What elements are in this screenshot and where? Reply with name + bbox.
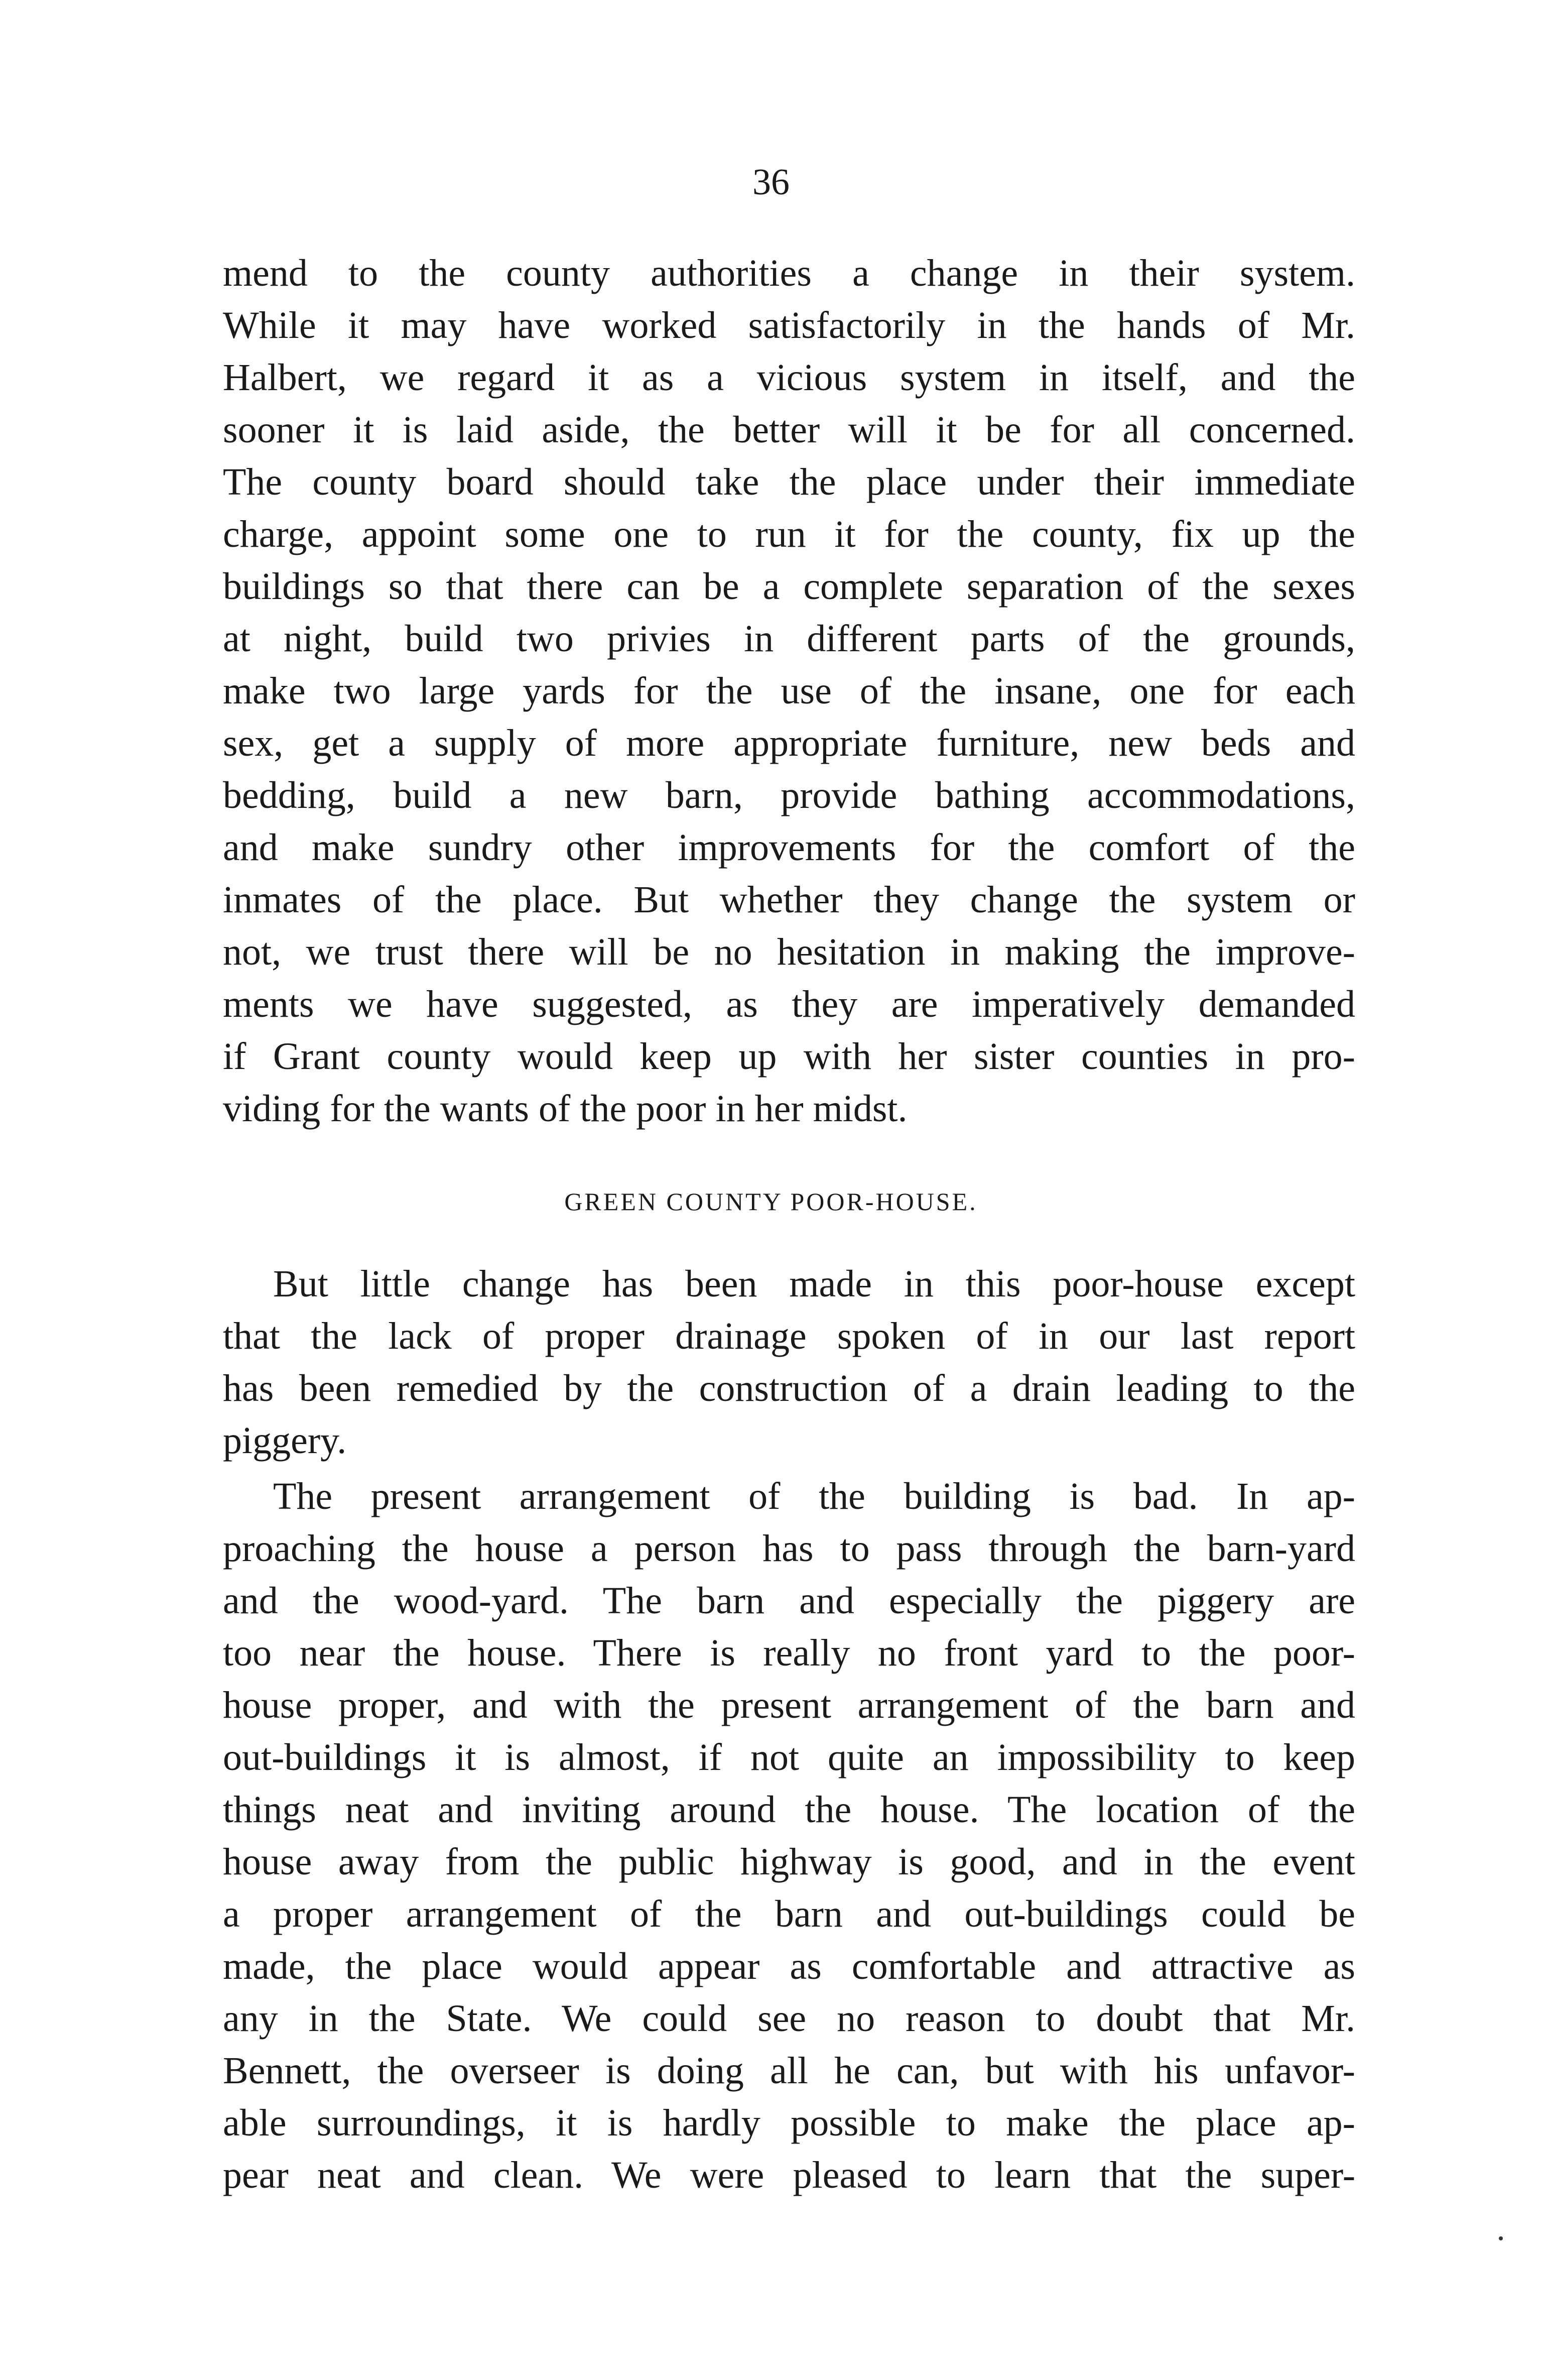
text-line: inmates of the place. But whether they change the system or xyxy=(223,879,1355,921)
paragraph-continued xyxy=(223,247,1355,1135)
text-line: made, the place would appear as comfortable and attractive as xyxy=(223,1945,1355,1987)
text-line: Halbert, we regard it as a vicious system in itself, and the xyxy=(223,356,1355,399)
text-line: piggery. xyxy=(223,1419,347,1462)
text-line: out-buildings it is almost, if not quite an impossibility to keep xyxy=(223,1736,1355,1778)
text-line: The present arrangement of the building is bad. In ap- xyxy=(273,1475,1355,1517)
paragraph-drainage xyxy=(223,1258,1355,1467)
ink-speck xyxy=(1499,2236,1503,2240)
text-line: sooner it is laid aside, the better will it be for all concerned. xyxy=(223,409,1355,451)
text-line: has been remedied by the construction of a drain leading to the xyxy=(223,1367,1355,1409)
text-line: and the wood-yard. The barn and especially the piggery are xyxy=(223,1580,1355,1622)
text-line: proaching the house a person has to pass through the barn-yard xyxy=(223,1527,1355,1570)
text-line: sex, get a supply of more appropriate furniture, new beds and xyxy=(223,722,1355,764)
text-line: make two large yards for the use of the insane, one for each xyxy=(223,670,1355,712)
text-line: not, we trust there will be no hesitation in making the improve- xyxy=(223,931,1355,973)
text-line: The county board should take the place under their immediate xyxy=(223,461,1355,503)
text-line: house proper, and with the present arrangement of the barn and xyxy=(223,1684,1355,1726)
text-line: But little change has been made in this poor-house except xyxy=(273,1263,1355,1305)
text-line: things neat and inviting around the house. The location of the xyxy=(223,1789,1355,1831)
text-line: if Grant county would keep up with her sister counties in pro- xyxy=(223,1035,1355,1078)
text-line: While it may have worked satisfactorily in the hands of Mr. xyxy=(223,304,1355,346)
text-line: Bennett, the overseer is doing all he can, but with his unfavor- xyxy=(223,2050,1355,2092)
paragraph-arrangement xyxy=(223,1470,1355,2201)
text-line: bedding, build a new barn, provide bathing accommodations, xyxy=(223,774,1355,816)
text-line: buildings so that there can be a complete separation of the sexes xyxy=(223,565,1355,608)
text-line: able surroundings, it is hardly possible to make the place ap- xyxy=(223,2102,1355,2144)
text-line: a proper arrangement of the barn and out-buildings could be xyxy=(223,1893,1355,1935)
page-number: 36 xyxy=(752,162,790,203)
section-heading: GREEN COUNTY POOR-HOUSE. xyxy=(564,1187,978,1216)
text-line: at night, build two privies in different parts of the grounds, xyxy=(223,618,1355,660)
text-line: ments we have suggested, as they are imperatively demanded xyxy=(223,983,1355,1025)
text-line: too near the house. There is really no front yard to the poor- xyxy=(223,1632,1355,1674)
text-line: and make sundry other improvements for the comfort of the xyxy=(223,826,1355,869)
text-line: that the lack of proper drainage spoken of in our last report xyxy=(223,1315,1355,1357)
text-line: charge, appoint some one to run it for the county, fix up the xyxy=(223,513,1355,555)
text-line: mend to the county authorities a change in their system. xyxy=(223,252,1355,294)
text-line: viding for the wants of the poor in her midst. xyxy=(223,1088,908,1130)
text-line: house away from the public highway is good, and in the event xyxy=(223,1841,1355,1883)
text-line: any in the State. We could see no reason to doubt that Mr. xyxy=(223,1997,1355,2040)
text-line: pear neat and clean. We were pleased to learn that the super- xyxy=(223,2154,1355,2196)
